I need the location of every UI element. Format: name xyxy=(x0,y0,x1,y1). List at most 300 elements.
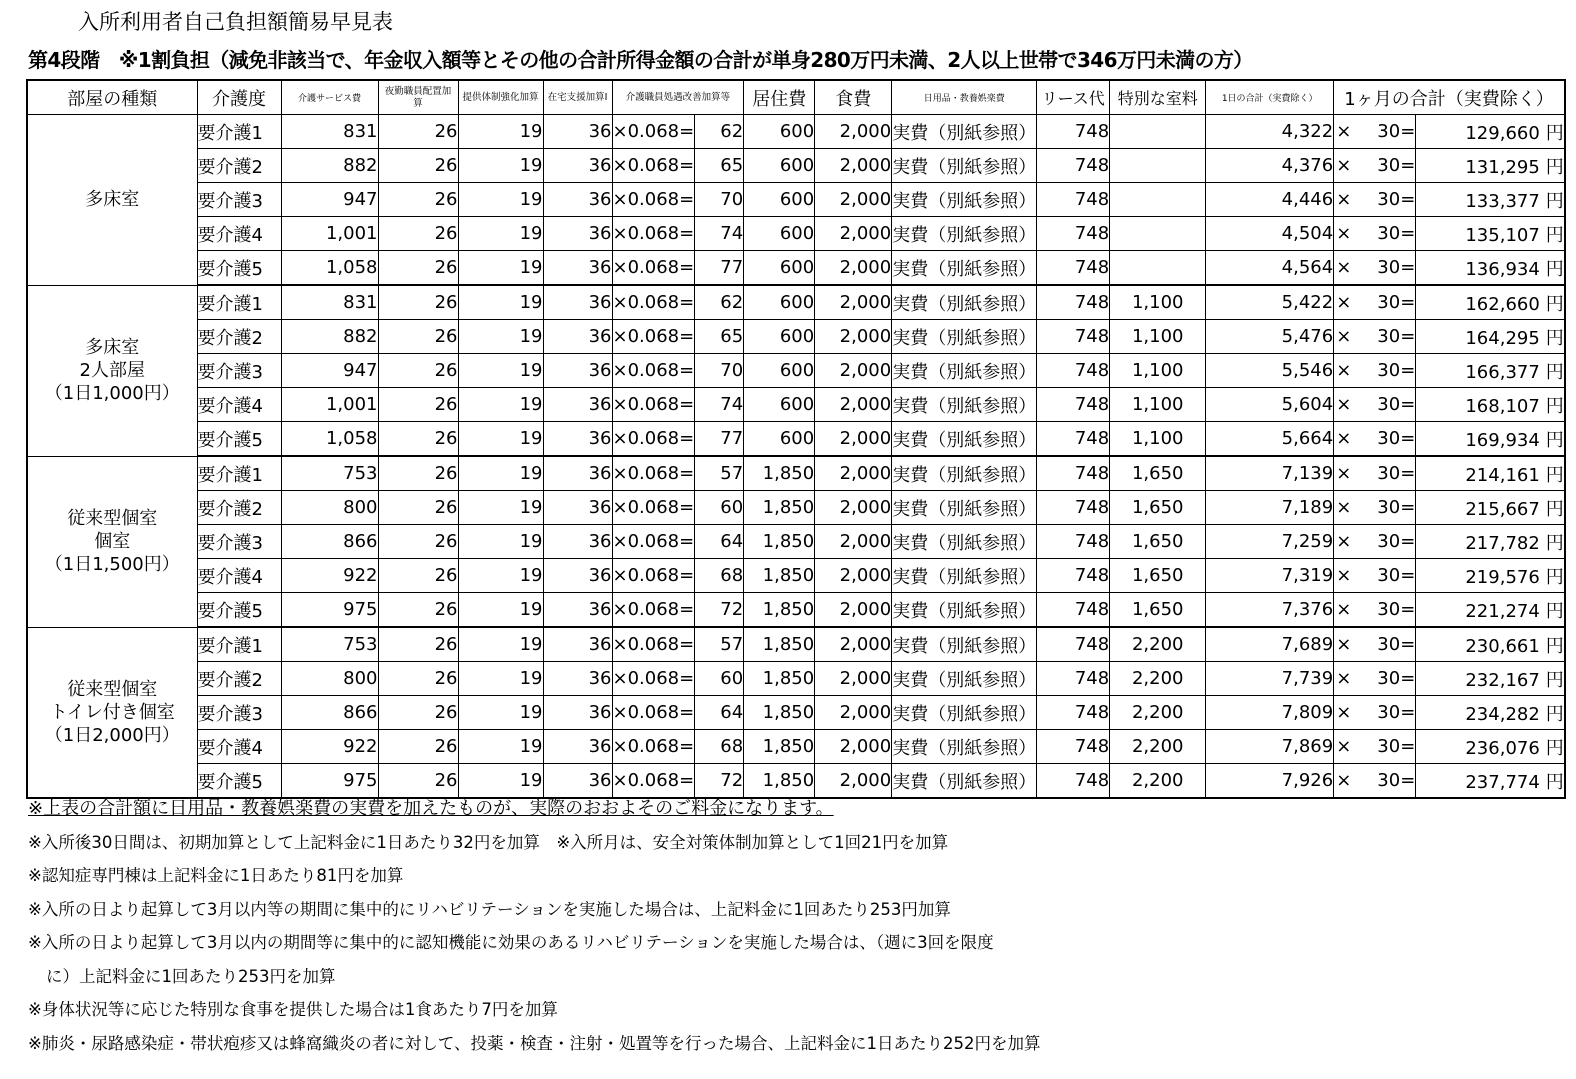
days-label: 30= xyxy=(1377,189,1416,210)
monthly-total-cell xyxy=(1416,627,1565,662)
note-line: ※入所後30日間は、初期加算として上記料金に1日あたり32円を加算 ※入所月は、安全対策体制加算として1回21円を加算 xyxy=(28,832,949,852)
yen-unit: 円 xyxy=(1545,258,1564,280)
yen-unit: 円 xyxy=(1545,532,1564,554)
yen-unit: 円 xyxy=(1545,122,1564,144)
system-enhance-cell: 19 xyxy=(458,285,543,320)
special-room-cell: 1,100 xyxy=(1110,320,1206,354)
table-row xyxy=(27,320,1565,354)
times-sign: × xyxy=(1336,428,1352,449)
housing-cell: 1,850 xyxy=(744,662,815,696)
lease-cell: 748 xyxy=(1037,285,1110,320)
daily-goods-cell: 実費（別紙参照） xyxy=(892,491,1037,525)
care-level-cell: 要介護4 xyxy=(197,217,281,251)
night-staff-cell: 26 xyxy=(378,251,458,286)
times-sign: × xyxy=(1336,326,1352,347)
night-staff-cell: 26 xyxy=(378,764,458,799)
room-type-cell xyxy=(27,627,197,798)
daily-total-cell: 4,504 xyxy=(1206,217,1334,251)
housing-cell: 600 xyxy=(744,115,815,149)
treatment-improve-cell: 70 xyxy=(695,354,744,388)
night-staff-cell: 26 xyxy=(378,627,458,662)
housing-cell: 1,850 xyxy=(744,491,815,525)
room-type-cell xyxy=(27,285,197,456)
yen-unit: 円 xyxy=(1545,429,1564,451)
monthly-total-value: 135,107 xyxy=(1465,224,1540,246)
home-support-cell: 36 xyxy=(543,149,612,183)
monthly-total-cell xyxy=(1416,320,1565,354)
care-level-cell: 要介護3 xyxy=(197,183,281,217)
table-row xyxy=(27,388,1565,422)
service-fee-cell: 882 xyxy=(281,320,378,354)
care-level-cell: 要介護3 xyxy=(197,696,281,730)
table-row xyxy=(27,593,1565,628)
lease-cell: 748 xyxy=(1037,456,1110,491)
care-level-cell: 要介護5 xyxy=(197,251,281,286)
daily-total-cell: 7,259 xyxy=(1206,525,1334,559)
notes xyxy=(28,792,1558,1060)
times-sign: × xyxy=(1336,292,1352,313)
yen-unit: 円 xyxy=(1545,635,1564,657)
service-fee-cell: 1,001 xyxy=(281,388,378,422)
yen-unit: 円 xyxy=(1545,190,1564,212)
multiplier-cell: ×0.068= xyxy=(612,388,695,422)
table-row xyxy=(27,115,1565,149)
home-support-cell: 36 xyxy=(543,422,612,457)
room-type-line: 2人部屋 xyxy=(79,360,145,381)
care-level-cell: 要介護1 xyxy=(197,456,281,491)
housing-cell: 1,850 xyxy=(744,593,815,628)
days-multiplier-cell xyxy=(1334,559,1416,593)
table-row xyxy=(27,422,1565,457)
monthly-total-cell xyxy=(1416,149,1565,183)
multiplier-cell: ×0.068= xyxy=(612,456,695,491)
monthly-total-cell xyxy=(1416,217,1565,251)
system-enhance-cell: 19 xyxy=(458,627,543,662)
night-staff-cell: 26 xyxy=(378,559,458,593)
header-night-staff: 夜勤職員配置加 算 xyxy=(378,80,458,115)
days-label: 30= xyxy=(1377,565,1416,586)
night-staff-cell: 26 xyxy=(378,730,458,764)
night-staff-cell: 26 xyxy=(378,662,458,696)
header-monthly-total: 1ヶ月の合計（実費除く） xyxy=(1334,80,1565,115)
table-row xyxy=(27,627,1565,662)
room-type-line: （1日1,500円） xyxy=(44,554,180,575)
home-support-cell: 36 xyxy=(543,491,612,525)
service-fee-cell: 975 xyxy=(281,593,378,628)
monthly-total-value: 131,295 xyxy=(1465,156,1540,178)
housing-cell: 600 xyxy=(744,251,815,286)
daily-goods-cell: 実費（別紙参照） xyxy=(892,764,1037,799)
care-level-cell: 要介護2 xyxy=(197,149,281,183)
monthly-total-cell xyxy=(1416,696,1565,730)
yen-unit: 円 xyxy=(1545,293,1564,315)
header-housing: 居住費 xyxy=(744,80,815,115)
special-room-cell: 2,200 xyxy=(1110,696,1206,730)
times-sign: × xyxy=(1336,736,1352,757)
home-support-cell: 36 xyxy=(543,525,612,559)
monthly-total-cell xyxy=(1416,354,1565,388)
housing-cell: 600 xyxy=(744,149,815,183)
food-cell: 2,000 xyxy=(815,217,892,251)
daily-goods-cell: 実費（別紙参照） xyxy=(892,593,1037,628)
daily-total-cell: 4,322 xyxy=(1206,115,1334,149)
lease-cell: 748 xyxy=(1037,730,1110,764)
daily-goods-cell: 実費（別紙参照） xyxy=(892,354,1037,388)
days-label: 30= xyxy=(1377,497,1416,518)
housing-cell: 1,850 xyxy=(744,696,815,730)
food-cell: 2,000 xyxy=(815,354,892,388)
home-support-cell: 36 xyxy=(543,764,612,799)
monthly-total-value: 133,377 xyxy=(1465,190,1540,212)
table-row xyxy=(27,456,1565,491)
days-label: 30= xyxy=(1377,223,1416,244)
food-cell: 2,000 xyxy=(815,491,892,525)
days-label: 30= xyxy=(1377,531,1416,552)
lease-cell: 748 xyxy=(1037,217,1110,251)
monthly-total-cell xyxy=(1416,491,1565,525)
special-room-cell: 1,650 xyxy=(1110,456,1206,491)
lease-cell: 748 xyxy=(1037,662,1110,696)
special-room-cell: 1,100 xyxy=(1110,388,1206,422)
daily-goods-cell: 実費（別紙参照） xyxy=(892,388,1037,422)
days-multiplier-cell xyxy=(1334,183,1416,217)
housing-cell: 600 xyxy=(744,285,815,320)
monthly-total-cell xyxy=(1416,730,1565,764)
system-enhance-cell: 19 xyxy=(458,730,543,764)
night-staff-cell: 26 xyxy=(378,320,458,354)
daily-goods-cell: 実費（別紙参照） xyxy=(892,730,1037,764)
note-line: ※肺炎・尿路感染症・帯状疱疹又は蜂窩織炎の者に対して、投薬・検査・注射・処置等を行った場合、上記料金に1日あたり252円を加算 xyxy=(28,1033,1041,1053)
special-room-cell: 1,100 xyxy=(1110,354,1206,388)
food-cell: 2,000 xyxy=(815,115,892,149)
days-multiplier-cell xyxy=(1334,696,1416,730)
lease-cell: 748 xyxy=(1037,354,1110,388)
multiplier-cell: ×0.068= xyxy=(612,149,695,183)
daily-goods-cell: 実費（別紙参照） xyxy=(892,696,1037,730)
table-row xyxy=(27,525,1565,559)
days-multiplier-cell xyxy=(1334,456,1416,491)
header-system-enhance: 提供体制強化加算 xyxy=(458,80,543,115)
monthly-total-value: 217,782 xyxy=(1465,532,1540,554)
food-cell: 2,000 xyxy=(815,730,892,764)
room-type-cell xyxy=(27,115,197,286)
yen-unit: 円 xyxy=(1545,737,1564,759)
days-label: 30= xyxy=(1377,634,1416,655)
multiplier-cell: ×0.068= xyxy=(612,525,695,559)
service-fee-cell: 800 xyxy=(281,491,378,525)
home-support-cell: 36 xyxy=(543,251,612,286)
treatment-improve-cell: 77 xyxy=(695,251,744,286)
treatment-improve-cell: 64 xyxy=(695,696,744,730)
monthly-total-value: 136,934 xyxy=(1465,258,1540,280)
note-line: ※認知症専門棟は上記料金に1日あたり81円を加算 xyxy=(28,866,404,885)
food-cell: 2,000 xyxy=(815,320,892,354)
days-multiplier-cell xyxy=(1334,388,1416,422)
lease-cell: 748 xyxy=(1037,115,1110,149)
food-cell: 2,000 xyxy=(815,593,892,628)
times-sign: × xyxy=(1336,497,1352,518)
night-staff-cell: 26 xyxy=(378,525,458,559)
monthly-total-value: 164,295 xyxy=(1465,327,1540,349)
special-room-cell: 2,200 xyxy=(1110,662,1206,696)
days-label: 30= xyxy=(1377,360,1416,381)
system-enhance-cell: 19 xyxy=(458,251,543,286)
table-row xyxy=(27,149,1565,183)
monthly-total-cell xyxy=(1416,251,1565,286)
days-multiplier-cell xyxy=(1334,320,1416,354)
housing-cell: 1,850 xyxy=(744,525,815,559)
days-multiplier-cell xyxy=(1334,422,1416,457)
food-cell: 2,000 xyxy=(815,149,892,183)
daily-total-cell: 7,189 xyxy=(1206,491,1334,525)
multiplier-cell: ×0.068= xyxy=(612,354,695,388)
monthly-total-value: 230,661 xyxy=(1465,635,1540,657)
lease-cell: 748 xyxy=(1037,183,1110,217)
night-staff-cell: 26 xyxy=(378,388,458,422)
multiplier-cell: ×0.068= xyxy=(612,422,695,457)
daily-total-cell: 5,604 xyxy=(1206,388,1334,422)
lease-cell: 748 xyxy=(1037,491,1110,525)
monthly-total-cell xyxy=(1416,183,1565,217)
system-enhance-cell: 19 xyxy=(458,149,543,183)
service-fee-cell: 975 xyxy=(281,764,378,799)
system-enhance-cell: 19 xyxy=(458,115,543,149)
monthly-total-value: 162,660 xyxy=(1465,293,1540,315)
care-level-cell: 要介護5 xyxy=(197,764,281,799)
treatment-improve-cell: 60 xyxy=(695,662,744,696)
times-sign: × xyxy=(1336,702,1352,723)
treatment-improve-cell: 57 xyxy=(695,627,744,662)
days-label: 30= xyxy=(1377,770,1416,791)
daily-total-cell: 7,376 xyxy=(1206,593,1334,628)
treatment-improve-cell: 72 xyxy=(695,764,744,799)
multiplier-cell: ×0.068= xyxy=(612,662,695,696)
service-fee-cell: 866 xyxy=(281,525,378,559)
monthly-total-value: 234,282 xyxy=(1465,703,1540,725)
yen-unit: 円 xyxy=(1545,498,1564,520)
special-room-cell: 2,200 xyxy=(1110,764,1206,799)
yen-unit: 円 xyxy=(1545,464,1564,486)
table-row xyxy=(27,662,1565,696)
home-support-cell: 36 xyxy=(543,217,612,251)
home-support-cell: 36 xyxy=(543,593,612,628)
system-enhance-cell: 19 xyxy=(458,422,543,457)
home-support-cell: 36 xyxy=(543,662,612,696)
daily-total-cell: 4,376 xyxy=(1206,149,1334,183)
treatment-improve-cell: 77 xyxy=(695,422,744,457)
yen-unit: 円 xyxy=(1545,327,1564,349)
daily-total-cell: 5,546 xyxy=(1206,354,1334,388)
room-type-line: 多床室 xyxy=(85,189,140,211)
header-home-support: 在宅支援加算Ⅰ xyxy=(543,80,612,115)
yen-unit: 円 xyxy=(1545,771,1564,793)
note-line: ※上表の合計額に日用品・教養娯楽費の実費を加えたものが、実際のおおよそのご料金になります。 xyxy=(28,798,834,819)
system-enhance-cell: 19 xyxy=(458,593,543,628)
food-cell: 2,000 xyxy=(815,559,892,593)
service-fee-cell: 922 xyxy=(281,730,378,764)
days-multiplier-cell xyxy=(1334,627,1416,662)
daily-total-cell: 7,139 xyxy=(1206,456,1334,491)
care-level-cell: 要介護5 xyxy=(197,593,281,628)
special-room-cell: 1,650 xyxy=(1110,593,1206,628)
food-cell: 2,000 xyxy=(815,251,892,286)
monthly-total-value: 237,774 xyxy=(1465,771,1540,793)
note-line: に）上記料金に1回あたり253円を加算 xyxy=(46,966,336,986)
daily-total-cell: 4,446 xyxy=(1206,183,1334,217)
daily-total-cell: 4,564 xyxy=(1206,251,1334,286)
monthly-total-value: 129,660 xyxy=(1465,122,1540,144)
days-multiplier-cell xyxy=(1334,149,1416,183)
times-sign: × xyxy=(1336,463,1352,484)
daily-goods-cell: 実費（別紙参照） xyxy=(892,251,1037,286)
daily-goods-cell: 実費（別紙参照） xyxy=(892,115,1037,149)
days-multiplier-cell xyxy=(1334,251,1416,286)
days-label: 30= xyxy=(1377,702,1416,723)
care-level-cell: 要介護1 xyxy=(197,115,281,149)
monthly-total-cell xyxy=(1416,422,1565,457)
treatment-improve-cell: 64 xyxy=(695,525,744,559)
document-title: 入所利用者自己負担額簡易早見表 xyxy=(78,10,393,34)
system-enhance-cell: 19 xyxy=(458,354,543,388)
yen-unit: 円 xyxy=(1545,703,1564,725)
days-label: 30= xyxy=(1377,463,1416,484)
daily-goods-cell: 実費（別紙参照） xyxy=(892,422,1037,457)
monthly-total-cell xyxy=(1416,559,1565,593)
special-room-cell: 2,200 xyxy=(1110,730,1206,764)
system-enhance-cell: 19 xyxy=(458,320,543,354)
service-fee-cell: 866 xyxy=(281,696,378,730)
treatment-improve-cell: 68 xyxy=(695,730,744,764)
care-level-cell: 要介護3 xyxy=(197,354,281,388)
food-cell: 2,000 xyxy=(815,422,892,457)
night-staff-cell: 26 xyxy=(378,115,458,149)
header-service-fee: 介護サービス費 xyxy=(281,80,378,115)
lease-cell: 748 xyxy=(1037,422,1110,457)
special-room-cell xyxy=(1110,251,1206,286)
monthly-total-value: 221,274 xyxy=(1465,600,1540,622)
days-label: 30= xyxy=(1377,736,1416,757)
service-fee-cell: 753 xyxy=(281,627,378,662)
daily-total-cell: 7,739 xyxy=(1206,662,1334,696)
special-room-cell xyxy=(1110,217,1206,251)
multiplier-cell: ×0.068= xyxy=(612,491,695,525)
room-type-line: 従来型個室 xyxy=(67,508,158,529)
home-support-cell: 36 xyxy=(543,559,612,593)
home-support-cell: 36 xyxy=(543,388,612,422)
system-enhance-cell: 19 xyxy=(458,183,543,217)
special-room-cell xyxy=(1110,183,1206,217)
food-cell: 2,000 xyxy=(815,764,892,799)
night-staff-cell: 26 xyxy=(378,491,458,525)
daily-total-cell: 5,422 xyxy=(1206,285,1334,320)
times-sign: × xyxy=(1336,770,1352,791)
lease-cell: 748 xyxy=(1037,525,1110,559)
monthly-total-cell xyxy=(1416,285,1565,320)
night-staff-cell: 26 xyxy=(378,422,458,457)
food-cell: 2,000 xyxy=(815,183,892,217)
days-label: 30= xyxy=(1377,394,1416,415)
treatment-improve-cell: 65 xyxy=(695,320,744,354)
table-row xyxy=(27,696,1565,730)
treatment-improve-cell: 74 xyxy=(695,217,744,251)
monthly-total-cell xyxy=(1416,593,1565,628)
daily-total-cell: 7,809 xyxy=(1206,696,1334,730)
note-line: ※入所の日より起算して3月以内等の期間に集中的にリハビリテーションを実施した場合は、上記料金に1回あたり253円加算 xyxy=(28,899,951,919)
daily-goods-cell: 実費（別紙参照） xyxy=(892,217,1037,251)
note-line: ※入所の日より起算して3月以内の期間等に集中的に認知機能に効果のあるリハビリテーションを実施した場合は、（週に3回を限度 xyxy=(28,933,994,952)
times-sign: × xyxy=(1336,223,1352,244)
lease-cell: 748 xyxy=(1037,559,1110,593)
monthly-total-cell xyxy=(1416,456,1565,491)
system-enhance-cell: 19 xyxy=(458,696,543,730)
room-type-line: 従来型個室 xyxy=(67,678,158,700)
daily-goods-cell: 実費（別紙参照） xyxy=(892,456,1037,491)
multiplier-cell: ×0.068= xyxy=(612,696,695,730)
housing-cell: 600 xyxy=(744,354,815,388)
monthly-total-value: 214,161 xyxy=(1465,464,1540,486)
special-room-cell: 1,650 xyxy=(1110,559,1206,593)
housing-cell: 600 xyxy=(744,320,815,354)
home-support-cell: 36 xyxy=(543,456,612,491)
care-level-cell: 要介護3 xyxy=(197,525,281,559)
times-sign: × xyxy=(1336,189,1352,210)
home-support-cell: 36 xyxy=(543,183,612,217)
service-fee-cell: 831 xyxy=(281,115,378,149)
night-staff-cell: 26 xyxy=(378,285,458,320)
yen-unit: 円 xyxy=(1545,361,1564,383)
days-label: 30= xyxy=(1377,668,1416,689)
home-support-cell: 36 xyxy=(543,320,612,354)
system-enhance-cell: 19 xyxy=(458,456,543,491)
daily-goods-cell: 実費（別紙参照） xyxy=(892,149,1037,183)
lease-cell: 748 xyxy=(1037,593,1110,628)
home-support-cell: 36 xyxy=(543,696,612,730)
room-type-line: （1日2,000円） xyxy=(44,724,180,746)
table-header-row xyxy=(27,80,1565,115)
days-multiplier-cell xyxy=(1334,593,1416,628)
lease-cell: 748 xyxy=(1037,149,1110,183)
daily-total-cell: 7,689 xyxy=(1206,627,1334,662)
days-multiplier-cell xyxy=(1334,730,1416,764)
note-line: ※身体状況等に応じた特別な食事を提供した場合は1食あたり7円を加算 xyxy=(28,1000,558,1019)
daily-total-cell: 7,869 xyxy=(1206,730,1334,764)
service-fee-cell: 947 xyxy=(281,183,378,217)
times-sign: × xyxy=(1336,599,1352,620)
times-sign: × xyxy=(1336,360,1352,381)
table-row xyxy=(27,491,1565,525)
monthly-total-cell xyxy=(1416,662,1565,696)
yen-unit: 円 xyxy=(1545,566,1564,588)
monthly-total-value: 215,667 xyxy=(1465,498,1540,520)
monthly-total-value: 166,377 xyxy=(1465,361,1540,383)
multiplier-cell: ×0.068= xyxy=(612,559,695,593)
night-staff-cell: 26 xyxy=(378,217,458,251)
system-enhance-cell: 19 xyxy=(458,491,543,525)
days-multiplier-cell xyxy=(1334,491,1416,525)
table-row xyxy=(27,183,1565,217)
monthly-total-cell xyxy=(1416,115,1565,149)
lease-cell: 748 xyxy=(1037,627,1110,662)
multiplier-cell: ×0.068= xyxy=(612,217,695,251)
system-enhance-cell: 19 xyxy=(458,559,543,593)
multiplier-cell: ×0.068= xyxy=(612,183,695,217)
daily-goods-cell: 実費（別紙参照） xyxy=(892,183,1037,217)
header-treatment-improve: 介護職員処遇改善加算等 xyxy=(612,80,744,115)
treatment-improve-cell: 62 xyxy=(695,285,744,320)
service-fee-cell: 922 xyxy=(281,559,378,593)
night-staff-cell: 26 xyxy=(378,183,458,217)
service-fee-cell: 947 xyxy=(281,354,378,388)
